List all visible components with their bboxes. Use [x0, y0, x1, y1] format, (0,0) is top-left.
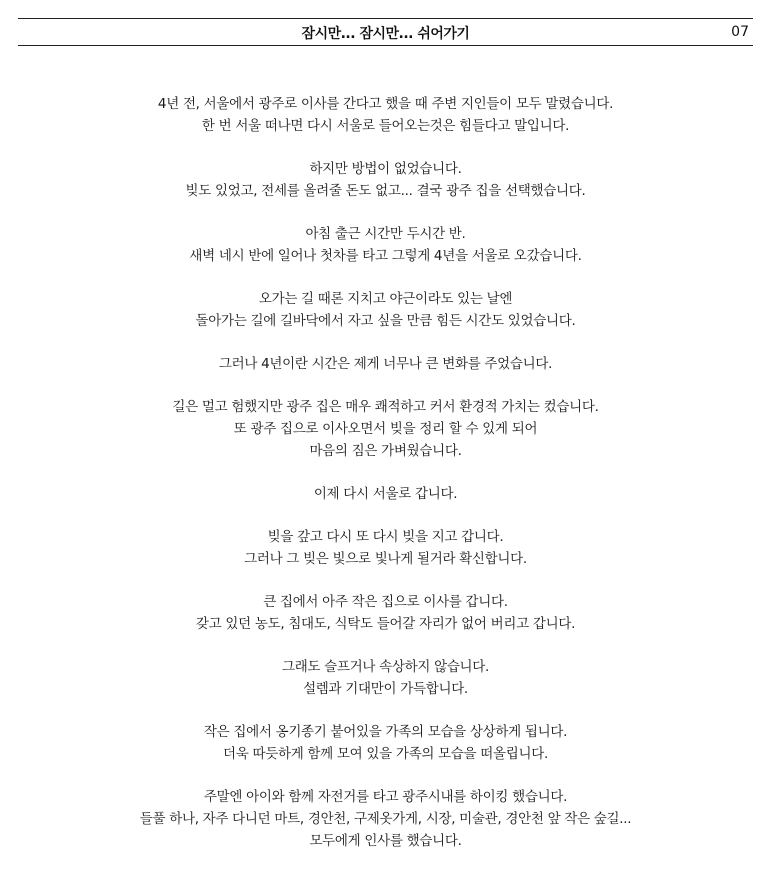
text-line: 더욱 따듯하게 함께 모여 있을 가족의 모습을 떠올립니다. — [223, 746, 548, 762]
text-line: 그러나 4년이란 시간은 제게 너무나 큰 변화를 주었습니다. — [218, 356, 553, 372]
page-number: 07 — [731, 24, 749, 40]
text-line: 작은 집에서 옹기종기 붙어있을 가족의 모습을 상상하게 됩니다. — [203, 724, 568, 740]
text-line: 설렘과 기대만이 가득합니다. — [303, 681, 468, 697]
paragraph-1 — [18, 93, 753, 137]
paragraph-7 — [18, 483, 753, 505]
text-line: 하지만 방법이 없었습니다. — [309, 161, 462, 177]
text-line: 돌아가는 길에 길바닥에서 자고 싶을 만큼 힘든 시간도 있었습니다. — [195, 313, 576, 329]
text-line: 모두에게 인사를 했습니다. — [309, 833, 462, 849]
text-line: 새벽 네시 반에 일어나 첫차를 타고 그렇게 4년을 서울로 오갔습니다. — [189, 248, 582, 264]
page-header — [18, 18, 753, 46]
paragraph-4 — [18, 288, 753, 332]
text-line: 오가는 길 때론 지치고 야근이라도 있는 날엔 — [258, 291, 513, 307]
text-line: 아침 출근 시간만 두시간 반. — [305, 226, 466, 242]
text-line: 한 번 서울 떠나면 다시 서울로 들어오는것은 힘들다고 말입니다. — [201, 118, 570, 134]
text-line: 4년 전, 서울에서 광주로 이사를 간다고 했을 때 주변 지인들이 모두 말렸습니다. — [157, 96, 614, 112]
text-line: 빚을 갚고 다시 또 다시 빚을 지고 갑니다. — [267, 529, 504, 545]
essay-body — [18, 93, 753, 873]
text-line: 이제 다시 서울로 갑니다. — [313, 486, 458, 502]
text-line: 그래도 슬프거나 속상하지 않습니다. — [281, 659, 490, 675]
text-line: 큰 집에서 아주 작은 집으로 이사를 갑니다. — [263, 594, 508, 610]
text-line: 길은 멀고 험했지만 광주 집은 매우 쾌적하고 커서 환경적 가치는 컸습니다. — [172, 399, 599, 415]
text-line: 들풀 하나, 자주 다니던 마트, 경안천, 구제옷가게, 시장, 미술관, 경안천 앞 작은 숲길... — [139, 811, 632, 827]
paragraph-9 — [18, 591, 753, 635]
paragraph-10 — [18, 656, 753, 700]
text-line: 빚도 있었고, 전세를 올려줄 돈도 없고... 결국 광주 집을 선택했습니다. — [185, 183, 586, 199]
section-title: 잠시만... 잠시만... 쉬어가기 — [301, 26, 470, 42]
paragraph-8 — [18, 526, 753, 570]
paragraph-6 — [18, 396, 753, 462]
paragraph-5 — [18, 353, 753, 375]
paragraph-11 — [18, 721, 753, 765]
text-line: 갖고 있던 농도, 침대도, 식탁도 들어갈 자리가 없어 버리고 갑니다. — [195, 616, 576, 632]
text-line: 마음의 짐은 가벼웠습니다. — [309, 443, 462, 459]
paragraph-12 — [18, 786, 753, 852]
text-line: 그러나 그 빚은 빛으로 빛나게 될거라 확신합니다. — [244, 551, 527, 567]
paragraph-3 — [18, 223, 753, 267]
paragraph-2 — [18, 158, 753, 202]
text-line: 또 광주 집으로 이사오면서 빚을 정리 할 수 있게 되어 — [233, 421, 538, 437]
text-line: 주말엔 아이와 함께 자전거를 타고 광주시내를 하이킹 했습니다. — [203, 789, 568, 805]
